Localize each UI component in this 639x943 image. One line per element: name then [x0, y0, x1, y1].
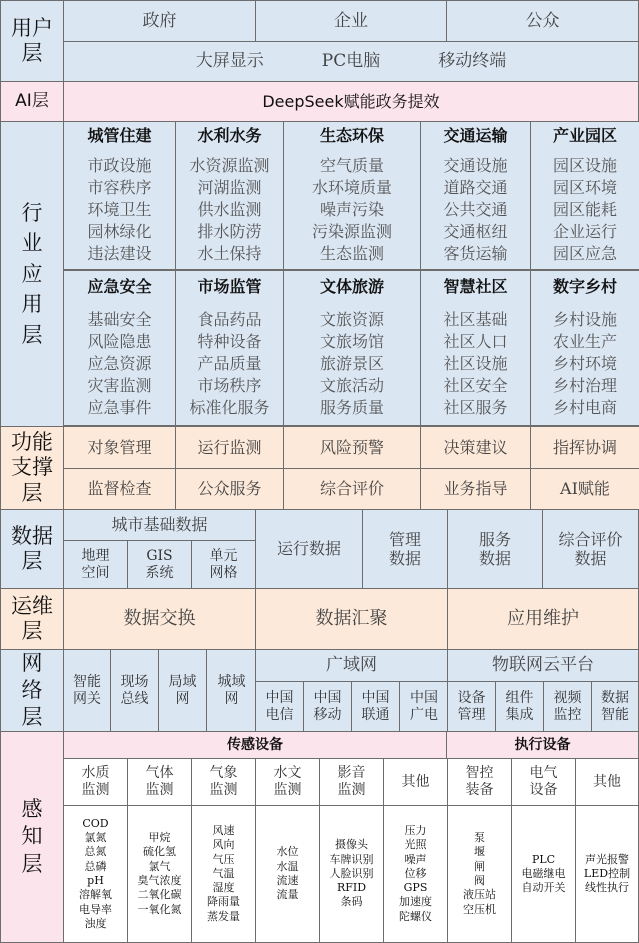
industry-item: 环境卫生 — [87, 199, 152, 219]
industry-item: 园区应急 — [552, 243, 617, 263]
ai-deepseek-label: DeepSeek赋能政务提效 — [63, 81, 639, 122]
layer-label-data: 数据 层 — [0, 509, 64, 589]
network-carrier: 中国 联通 — [351, 681, 400, 732]
user-enterprise: 企业 — [255, 0, 447, 42]
terminal-mobile: 移动终端 — [438, 51, 507, 72]
ops-data-aggregation: 数据汇聚 — [255, 588, 448, 650]
network-wan: 广域网 — [255, 649, 448, 682]
data-gis-system: GIS 系统 — [127, 540, 192, 589]
industry-item: 农业生产 — [552, 331, 617, 351]
sensing-items: 泵 堰 闸 阀 液压站 空压机 — [447, 805, 512, 943]
industry-items — [283, 150, 421, 270]
layer-label-ops: 运维 层 — [0, 588, 64, 650]
industry-item: 企业运行 — [552, 221, 617, 241]
industry-item: 社区服务 — [443, 397, 508, 417]
data-evaluation: 综合评价 数据 — [542, 509, 639, 589]
network-carrier: 中国 移动 — [303, 681, 352, 732]
industry-header: 交通运输 — [420, 121, 531, 151]
industry-item: 灾害监测 — [87, 375, 152, 395]
industry-header: 生态环保 — [283, 121, 421, 151]
industry-item: 生态监测 — [319, 243, 384, 263]
function-item: 业务指导 — [420, 468, 531, 510]
network-iot-item: 数据 智能 — [591, 681, 639, 732]
sensing-category: 水文 监测 — [255, 758, 320, 806]
industry-item: 乡村设施 — [552, 309, 617, 329]
sensing-category: 智控 装备 — [447, 758, 512, 806]
network-iot-platform: 物联网云平台 — [447, 649, 639, 682]
industry-items — [63, 150, 176, 270]
industry-item: 社区人口 — [443, 331, 508, 351]
layer-label-industry: 行 业 应 用 层 — [0, 121, 64, 427]
industry-header: 应急安全 — [63, 270, 176, 304]
industry-item: 空气质量 — [319, 155, 384, 175]
industry-item: 交通设施 — [443, 155, 508, 175]
industry-item: 产品质量 — [197, 353, 262, 373]
industry-items — [175, 150, 284, 270]
industry-items — [63, 302, 176, 426]
industry-item: 食品药品 — [197, 309, 262, 329]
industry-header: 产业园区 — [530, 121, 639, 151]
industry-item: 市容秩序 — [87, 177, 152, 197]
sensing-category: 水质 监测 — [63, 758, 128, 806]
industry-item: 污染源监测 — [311, 221, 392, 241]
industry-header: 市场监管 — [175, 270, 284, 304]
industry-items — [420, 302, 531, 426]
industry-item: 乡村电商 — [552, 397, 617, 417]
user-public: 公众 — [446, 0, 639, 42]
industry-header: 智慧社区 — [420, 270, 531, 304]
industry-item: 旅游景区 — [319, 353, 384, 373]
network-local-item: 智能 网关 — [63, 649, 111, 732]
industry-item: 文旅活动 — [319, 375, 384, 395]
function-item: 对象管理 — [63, 426, 176, 469]
industry-item: 基础安全 — [87, 309, 152, 329]
industry-item: 市场秩序 — [197, 375, 262, 395]
sensing-items: 风速 风向 气压 气温 湿度 降雨量 蒸发量 — [191, 805, 256, 943]
industry-header: 水利水务 — [175, 121, 284, 151]
sensing-exec-header: 执行设备 — [446, 731, 639, 759]
layer-label-ai: AI层 — [0, 81, 64, 122]
industry-items — [420, 150, 531, 270]
industry-item: 河湖监测 — [197, 177, 262, 197]
industry-item: 文旅资源 — [319, 309, 384, 329]
sensing-items: 水位 水温 流速 流量 — [255, 805, 320, 943]
industry-item: 园区环境 — [552, 177, 617, 197]
industry-item: 供水监测 — [197, 199, 262, 219]
function-item: 决策建议 — [420, 426, 531, 469]
industry-item: 水资源监测 — [189, 155, 270, 175]
sensing-items: 摄像头 车牌识别 人脸识别 RFID 条码 — [319, 805, 384, 943]
layer-label-user: 用户 层 — [0, 0, 64, 82]
network-iot-item: 设备 管理 — [447, 681, 496, 732]
industry-item: 园区设施 — [552, 155, 617, 175]
data-city-base: 城市基础数据 — [63, 509, 256, 541]
industry-item: 服务质量 — [319, 397, 384, 417]
terminal-pc: PC电脑 — [321, 51, 381, 72]
sensing-category: 气象 监测 — [191, 758, 256, 806]
data-management: 管理 数据 — [362, 509, 448, 589]
function-item: 指挥协调 — [530, 426, 639, 469]
industry-item: 水环境质量 — [311, 177, 392, 197]
industry-item: 社区安全 — [443, 375, 508, 395]
sensing-category: 其他 — [383, 758, 448, 806]
network-carrier: 中国 电信 — [255, 681, 304, 732]
function-item: 公众服务 — [175, 468, 284, 510]
industry-item: 排水防涝 — [197, 221, 262, 241]
industry-item: 应急事件 — [87, 397, 152, 417]
industry-item: 客货运输 — [443, 243, 508, 263]
industry-header: 数字乡村 — [530, 270, 639, 304]
industry-item: 交通枢纽 — [443, 221, 508, 241]
network-iot-item: 视频 监控 — [543, 681, 592, 732]
network-local-item: 现场 总线 — [110, 649, 159, 732]
user-government: 政府 — [63, 0, 256, 42]
data-operation: 运行数据 — [255, 509, 363, 589]
network-carrier: 中国 广电 — [399, 681, 449, 732]
data-unit-grid: 单元 网格 — [191, 540, 256, 589]
sensing-items: PLC 电磁继电 自动开关 — [511, 805, 576, 943]
data-service: 服务 数据 — [447, 509, 543, 589]
ops-data-exchange: 数据交换 — [63, 588, 256, 650]
layer-label-sensing: 感 知 层 — [0, 731, 64, 943]
industry-item: 噪声污染 — [319, 199, 384, 219]
network-local-item: 局域 网 — [158, 649, 207, 732]
industry-item: 乡村环境 — [552, 353, 617, 373]
sensing-category: 电气 设备 — [511, 758, 576, 806]
layer-label-function: 功能 支撑 层 — [0, 426, 64, 510]
sensing-category: 其他 — [575, 758, 639, 806]
industry-item: 园区能耗 — [552, 199, 617, 219]
function-item: 运行监测 — [175, 426, 284, 469]
industry-item: 文旅场馆 — [319, 331, 384, 351]
layer-label-network: 网 络 层 — [0, 649, 64, 732]
sensing-category: 气体 监测 — [127, 758, 192, 806]
industry-items — [530, 150, 639, 270]
sensing-items: 甲烷 硫化氢 氯气 臭气浓度 二氧化碳 一氧化氮 — [127, 805, 192, 943]
industry-item: 乡村治理 — [552, 375, 617, 395]
industry-item: 水土保持 — [197, 243, 262, 263]
function-item: 监督检查 — [63, 468, 176, 510]
terminal-big-screen: 大屏显示 — [195, 51, 264, 72]
industry-item: 市政设施 — [87, 155, 152, 175]
industry-item: 道路交通 — [443, 177, 508, 197]
industry-item: 园林绿化 — [87, 221, 152, 241]
industry-item: 应急资源 — [87, 353, 152, 373]
industry-item: 特种设备 — [197, 331, 262, 351]
industry-header: 文体旅游 — [283, 270, 421, 304]
sensing-category: 影音 监测 — [319, 758, 384, 806]
industry-items — [530, 302, 639, 426]
industry-item: 标准化服务 — [189, 397, 270, 417]
sensing-items: COD 氯氮 总氮 总磷 pH 溶解氧 电导率 浊度 — [63, 805, 128, 943]
network-iot-item: 组件 集成 — [495, 681, 544, 732]
industry-item: 公共交通 — [443, 199, 508, 219]
industry-item: 社区基础 — [443, 309, 508, 329]
industry-item: 风险隐患 — [87, 331, 152, 351]
network-local-item: 城域 网 — [206, 649, 257, 732]
function-item: 综合评价 — [283, 468, 421, 510]
sensing-items: 压力 光照 噪声 位移 GPS 加速度 陀螺仪 — [383, 805, 448, 943]
industry-header: 城管住建 — [63, 121, 176, 151]
industry-items — [175, 302, 284, 426]
user-terminals-row — [63, 41, 639, 82]
function-item: AI赋能 — [530, 468, 639, 510]
sensing-sensor-header: 传感设备 — [63, 731, 447, 759]
data-geo-space: 地理 空间 — [63, 540, 128, 589]
industry-items — [283, 302, 421, 426]
industry-item: 违法建设 — [87, 243, 152, 263]
function-item: 风险预警 — [283, 426, 421, 469]
sensing-items: 声光报警 LED控制 线性执行 — [575, 805, 639, 943]
industry-item: 社区设施 — [443, 353, 508, 373]
ops-app-maintenance: 应用维护 — [447, 588, 639, 650]
